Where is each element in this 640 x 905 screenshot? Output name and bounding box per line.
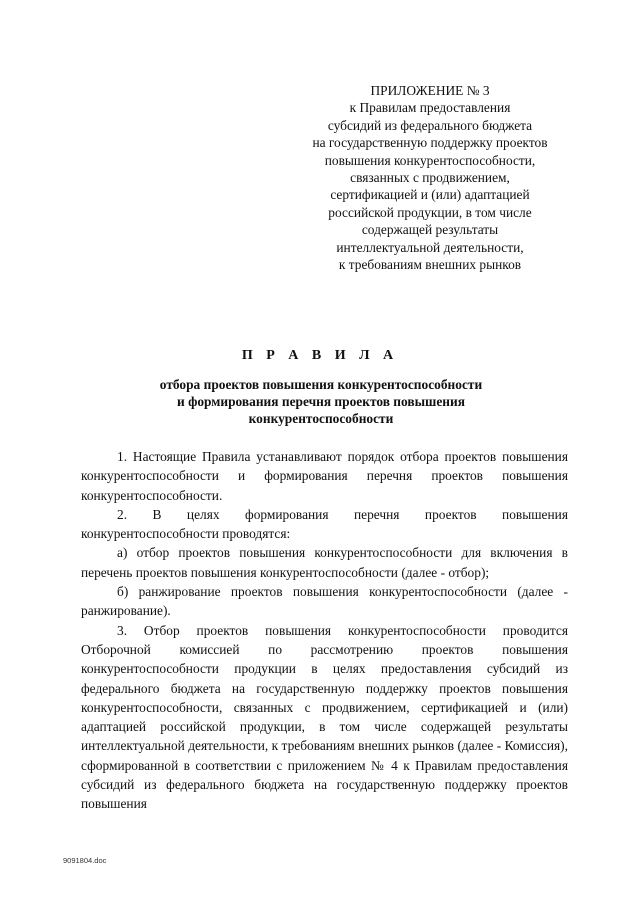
annex-line: к требованиям внешних рынков xyxy=(338,257,522,273)
paragraph-2b: б) ранжирование проектов повышения конкурентоспособности (далее - ранжирование). xyxy=(81,584,568,619)
annex-line: интеллектуальной деятельности, xyxy=(336,239,524,255)
annex-line: субсидий из федерального бюджета xyxy=(327,117,533,133)
annex-block xyxy=(296,82,564,273)
annex-line: повышения конкурентоспособности, xyxy=(324,152,536,168)
subtitle-line: отбора проектов повышения конкурентоспособности xyxy=(159,377,483,392)
document-body xyxy=(81,447,568,814)
annex-heading: ПРИЛОЖЕНИЕ № 3 xyxy=(370,83,490,98)
subtitle-line: конкурентоспособности xyxy=(248,411,394,426)
document-title: П Р А В И Л А xyxy=(241,348,399,363)
file-name-footer: 9091804.doc xyxy=(63,856,107,865)
annex-line: российской продукции, в том числе xyxy=(328,204,532,220)
annex-line: связанных с продвижением, xyxy=(350,170,510,186)
annex-line: к Правилам предоставления xyxy=(349,100,511,116)
annex-line: сертификацией и (или) адаптацией xyxy=(330,187,530,203)
paragraph-1: 1. Настоящие Правила устанавливают порядок отбора проектов повышения конкурентоспособности и формирования перечня проектов повышения конкурентоспособности. xyxy=(81,449,568,503)
paragraph-2: 2. В целях формирования перечня проектов повышения конкурентоспособности проводятся: xyxy=(81,506,568,542)
document-subtitle xyxy=(150,376,492,427)
paragraph-2a: а) отбор проектов повышения конкурентоспособности для включения в перечень проектов повышения конкурентоспособности (далее - отбор); xyxy=(81,545,568,580)
subtitle-line: и формирования перечня проектов повышения xyxy=(177,394,465,409)
annex-line: содержащей результаты xyxy=(361,222,499,238)
annex-line: на государственную поддержку проектов xyxy=(312,135,548,151)
paragraph-3: 3. Отбор проектов повышения конкурентоспособности проводится Отборочной комиссией по рассмотрению проектов повышения конкурентоспособности продукции в целях предоставления субсидий из федерального бюджета на государственную поддержку проектов повышения конкурентоспособности, связанных с продвижением, сертификацией и (или) адаптацией российской продукции, в том числе содержащей результаты интеллектуальной деятельности, к требованиям внешних рынков (далее - Комиссия), сформированной в соответствии с приложением № 4 к Правилам предоставления субсидий из федерального бюджета на государственную поддержку проектов повышения xyxy=(81,622,568,812)
